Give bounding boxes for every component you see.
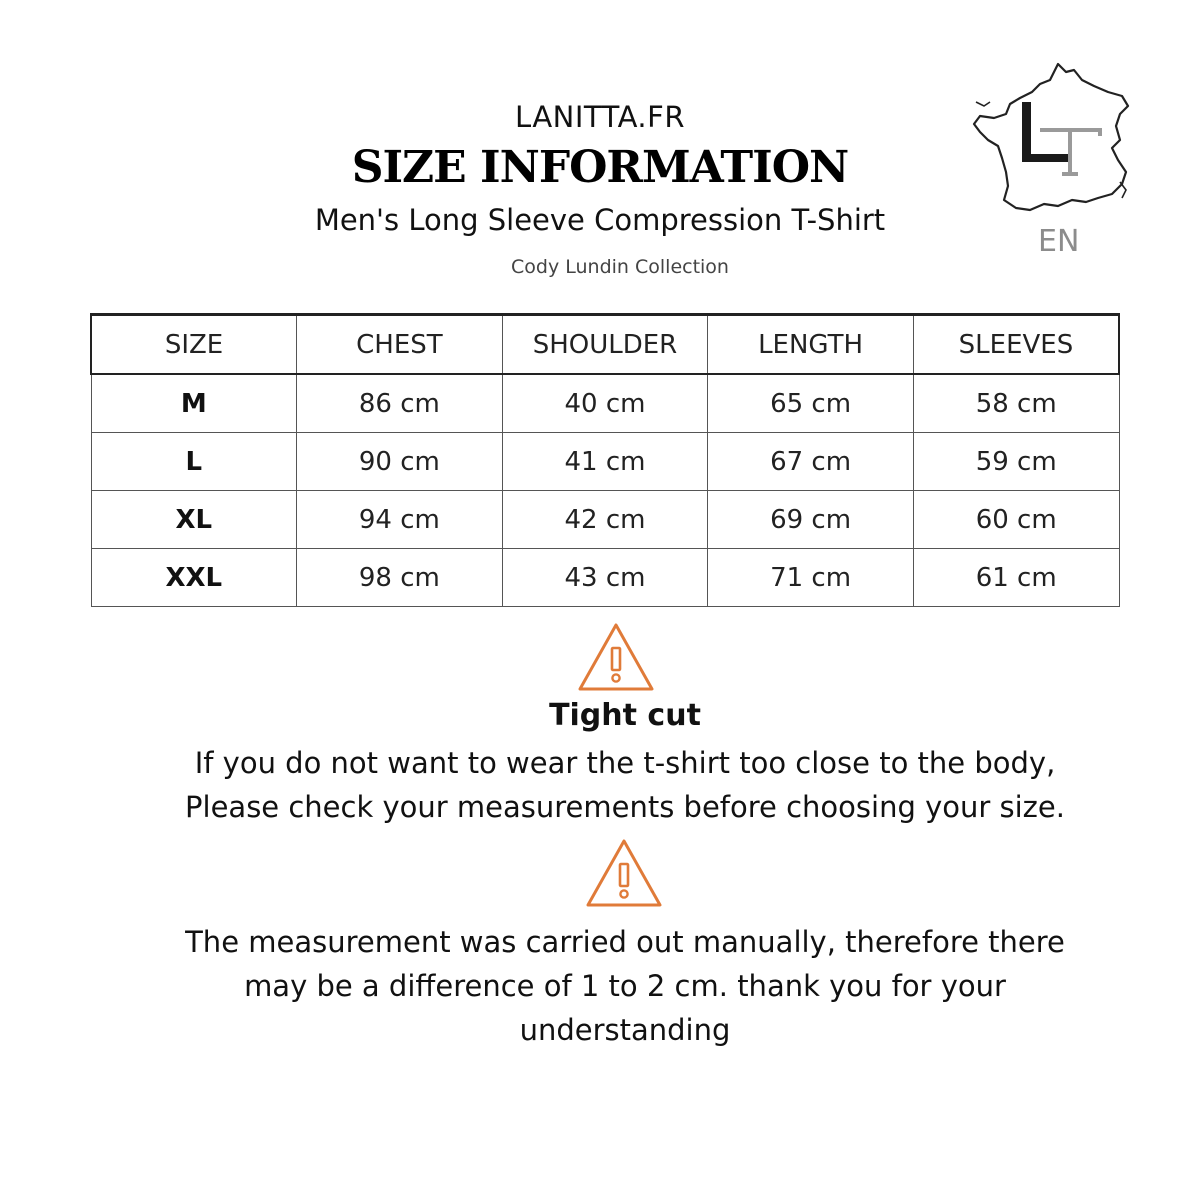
size-cell: M xyxy=(91,374,297,433)
sleeves-cell: 58 cm xyxy=(913,374,1119,433)
collection-name: Cody Lundin Collection xyxy=(511,256,729,278)
table-header-row xyxy=(91,315,1119,375)
size-cell: XL xyxy=(91,491,297,549)
note-line: If you do not want to wear the t-shirt too close to the body, xyxy=(194,746,1056,780)
chest-cell: 94 cm xyxy=(297,491,503,549)
shoulder-cell: 42 cm xyxy=(502,491,708,549)
size-cell: L xyxy=(91,433,297,491)
length-cell: 67 cm xyxy=(708,433,914,491)
brand-name: LANITTA.FR xyxy=(515,100,685,134)
chest-cell: 98 cm xyxy=(297,549,503,607)
warning-triangle-icon xyxy=(577,622,655,696)
shoulder-cell: 43 cm xyxy=(502,549,708,607)
column-header: LENGTH xyxy=(708,315,914,375)
sleeves-cell: 61 cm xyxy=(913,549,1119,607)
length-cell: 71 cm xyxy=(708,549,914,607)
size-cell: XXL xyxy=(91,549,297,607)
page-title: SIZE INFORMATION xyxy=(351,142,849,193)
note-line: The measurement was carried out manually, therefore there xyxy=(185,925,1065,959)
note-line: understanding xyxy=(519,1013,731,1047)
sleeves-cell: 59 cm xyxy=(913,433,1119,491)
table-row xyxy=(91,374,1119,433)
column-header: CHEST xyxy=(297,315,503,375)
shoulder-cell: 40 cm xyxy=(502,374,708,433)
note-line: may be a difference of 1 to 2 cm. thank you for your xyxy=(244,969,1006,1003)
shoulder-cell: 41 cm xyxy=(502,433,708,491)
table-row xyxy=(91,549,1119,607)
chest-cell: 90 cm xyxy=(297,433,503,491)
tight-cut-note xyxy=(0,741,1200,829)
brand-logo xyxy=(970,62,1135,262)
tight-cut-heading: Tight cut xyxy=(549,698,701,733)
product-name: Men's Long Sleeve Compression T-Shirt xyxy=(314,203,886,237)
chest-cell: 86 cm xyxy=(297,374,503,433)
table-row xyxy=(91,433,1119,491)
sleeves-cell: 60 cm xyxy=(913,491,1119,549)
language-badge: EN xyxy=(1038,224,1080,259)
length-cell: 65 cm xyxy=(708,374,914,433)
table-row xyxy=(91,491,1119,549)
length-cell: 69 cm xyxy=(708,491,914,549)
measurement-note xyxy=(0,920,1200,1052)
column-header: SHOULDER xyxy=(502,315,708,375)
france-map-logo-icon xyxy=(970,62,1135,222)
column-header: SLEEVES xyxy=(913,315,1119,375)
note-line: Please check your measurements before choosing your size. xyxy=(185,790,1065,824)
size-table xyxy=(90,313,1120,607)
column-header: SIZE xyxy=(91,315,297,375)
warning-triangle-icon xyxy=(585,838,663,912)
